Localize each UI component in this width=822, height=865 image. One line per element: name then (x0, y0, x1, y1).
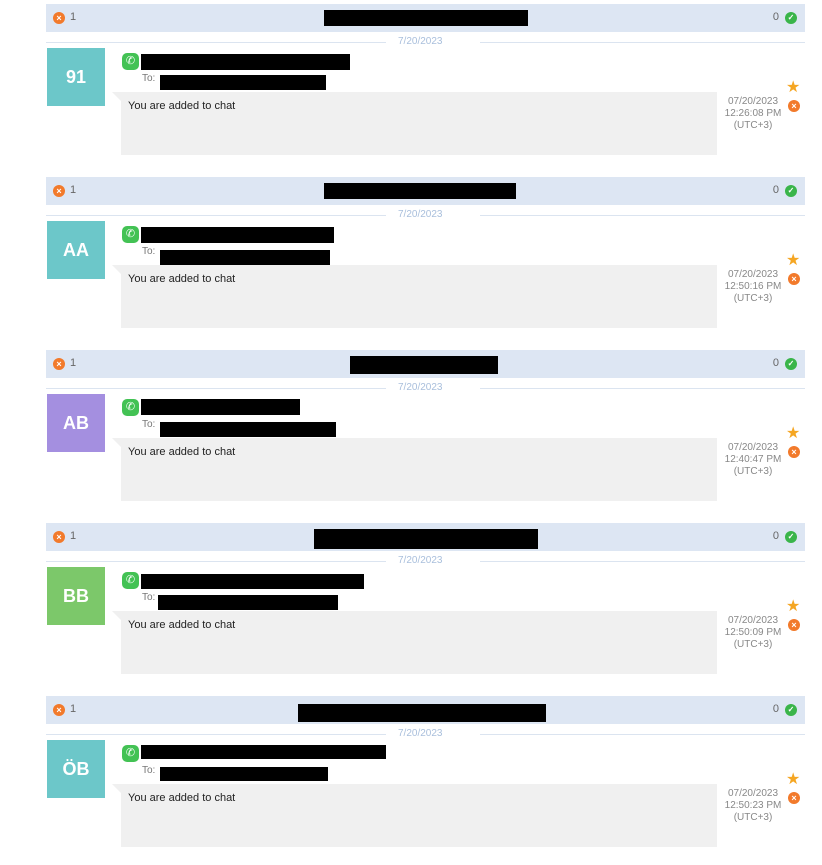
chat-block (0, 173, 822, 346)
right-count: 0 (772, 703, 779, 715)
left-count: 1 (70, 357, 77, 369)
redacted-chat-title (314, 529, 538, 549)
avatar[interactable]: ÖB (47, 740, 105, 798)
redacted-recipient (160, 767, 328, 781)
redacted-recipient (160, 250, 330, 265)
redacted-recipient (160, 75, 326, 90)
to-label: To: (142, 246, 156, 257)
message-timestamp: 07/20/2023 12:26:08 PM (UTC+3) (724, 96, 782, 131)
right-count: 0 (772, 530, 779, 542)
redacted-recipient (158, 595, 338, 610)
to-label: To: (142, 73, 156, 84)
message-timestamp: 07/20/2023 12:40:47 PM (UTC+3) (724, 442, 782, 477)
message-text: You are added to chat (128, 446, 236, 458)
message-bubble (121, 784, 717, 847)
chat-header-bar[interactable] (46, 4, 805, 32)
chat-block (0, 692, 822, 865)
date-separator: 7/20/2023 (46, 728, 805, 740)
chat-header-bar[interactable] (46, 350, 805, 378)
whatsapp-icon: ✆ (122, 53, 139, 70)
redacted-sender (141, 54, 350, 70)
redacted-sender (141, 574, 364, 589)
close-circle-icon[interactable]: × (53, 185, 65, 197)
redacted-chat-title (324, 183, 516, 199)
chat-block (0, 519, 822, 692)
redacted-sender (141, 399, 300, 415)
to-label: To: (142, 419, 156, 430)
chat-header-bar[interactable] (46, 696, 805, 724)
message-bubble (121, 611, 717, 674)
avatar[interactable]: BB (47, 567, 105, 625)
check-circle-icon[interactable]: ✓ (785, 531, 797, 543)
left-count: 1 (70, 184, 77, 196)
close-circle-icon[interactable]: × (788, 792, 800, 804)
chat-block (0, 0, 822, 173)
avatar[interactable]: 91 (47, 48, 105, 106)
date-separator: 7/20/2023 (46, 36, 805, 48)
message-text: You are added to chat (128, 100, 236, 112)
message-timestamp: 07/20/2023 12:50:23 PM (UTC+3) (724, 788, 782, 823)
date-separator: 7/20/2023 (46, 555, 805, 567)
date-separator: 7/20/2023 (46, 382, 805, 394)
redacted-sender (141, 745, 386, 759)
chat-header-bar[interactable] (46, 523, 805, 551)
close-circle-icon[interactable]: × (53, 358, 65, 370)
close-circle-icon[interactable]: × (788, 100, 800, 112)
star-icon[interactable]: ★ (786, 771, 801, 788)
close-circle-icon[interactable]: × (788, 446, 800, 458)
message-text: You are added to chat (128, 273, 236, 285)
whatsapp-icon: ✆ (122, 745, 139, 762)
check-circle-icon[interactable]: ✓ (785, 185, 797, 197)
check-circle-icon[interactable]: ✓ (785, 358, 797, 370)
message-text: You are added to chat (128, 792, 236, 804)
message-timestamp: 07/20/2023 12:50:09 PM (UTC+3) (724, 615, 782, 650)
avatar[interactable]: AA (47, 221, 105, 279)
message-bubble (121, 438, 717, 501)
right-count: 0 (772, 184, 779, 196)
whatsapp-icon: ✆ (122, 399, 139, 416)
right-count: 0 (772, 11, 779, 23)
redacted-recipient (160, 422, 336, 437)
star-icon[interactable]: ★ (786, 79, 801, 96)
close-circle-icon[interactable]: × (53, 704, 65, 716)
redacted-chat-title (324, 10, 528, 26)
close-circle-icon[interactable]: × (788, 273, 800, 285)
close-circle-icon[interactable]: × (788, 619, 800, 631)
left-count: 1 (70, 703, 77, 715)
check-circle-icon[interactable]: ✓ (785, 704, 797, 716)
chat-block (0, 346, 822, 519)
redacted-chat-title (298, 704, 546, 722)
star-icon[interactable]: ★ (786, 598, 801, 615)
check-circle-icon[interactable]: ✓ (785, 12, 797, 24)
message-bubble (121, 92, 717, 155)
right-count: 0 (772, 357, 779, 369)
star-icon[interactable]: ★ (786, 252, 801, 269)
date-separator: 7/20/2023 (46, 209, 805, 221)
message-text: You are added to chat (128, 619, 236, 631)
avatar[interactable]: AB (47, 394, 105, 452)
close-circle-icon[interactable]: × (53, 531, 65, 543)
message-timestamp: 07/20/2023 12:50:16 PM (UTC+3) (724, 269, 782, 304)
star-icon[interactable]: ★ (786, 425, 801, 442)
redacted-sender (141, 227, 334, 243)
left-count: 1 (70, 530, 77, 542)
left-count: 1 (70, 11, 77, 23)
to-label: To: (142, 592, 156, 603)
to-label: To: (142, 765, 156, 776)
chat-header-bar[interactable] (46, 177, 805, 205)
message-bubble (121, 265, 717, 328)
close-circle-icon[interactable]: × (53, 12, 65, 24)
redacted-chat-title (350, 356, 498, 374)
whatsapp-icon: ✆ (122, 226, 139, 243)
whatsapp-icon: ✆ (122, 572, 139, 589)
